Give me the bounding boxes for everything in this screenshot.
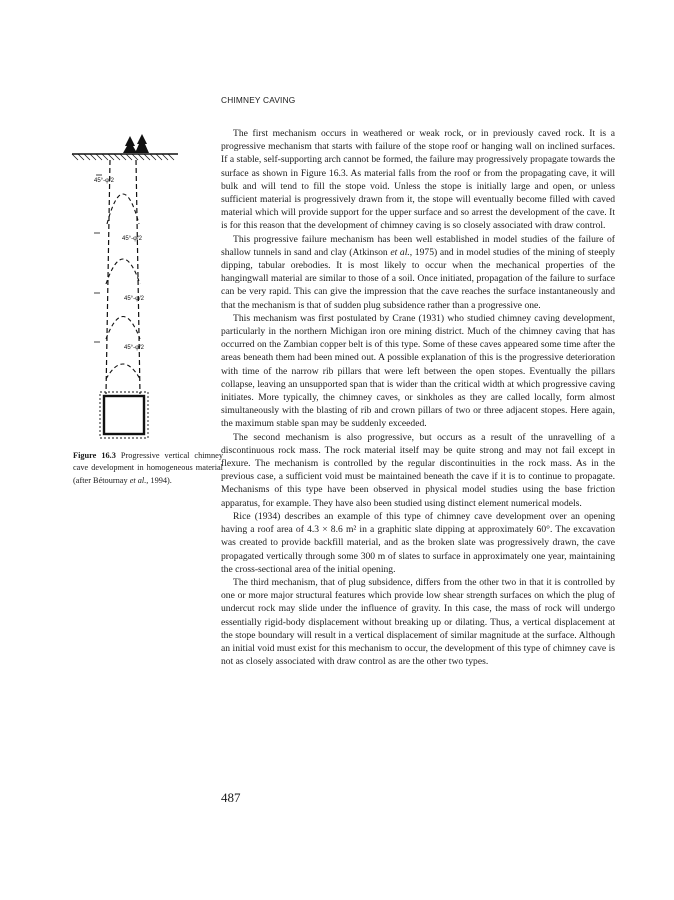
paragraph-italic: et al. bbox=[390, 246, 410, 258]
angle-ticks bbox=[94, 175, 102, 342]
tree-icon bbox=[123, 134, 149, 153]
paragraph: Rice (1934) describes an example of this type of chimney cave development over an opening having a roof area of 4.3 × 8.6 m² in a graphitic slate dipping at approximately 60°. The excavation was created to provide backfill material, and as the broken slate was progressively drawn, the cave propagated vertically through some 300 m of slates to surface in approximately one year, maintaining the cross-sectional area of the initial opening. bbox=[221, 510, 615, 575]
angle-label: 45°-φ/2 bbox=[122, 236, 142, 242]
stope-void bbox=[104, 396, 144, 434]
caption-italic: et al. bbox=[129, 475, 147, 485]
ground-hatching bbox=[72, 154, 174, 160]
caption-tail: , 1994). bbox=[146, 475, 172, 485]
chimney-cave-diagram bbox=[68, 124, 183, 450]
caption-label: Figure 16.3 bbox=[73, 451, 116, 460]
paragraph: The third mechanism, that of plug subsidence, differs from the other two in that it is controlled by one or more major structural features which provide low shear strength surfaces on which the plug of undercut rock may slide under the influence of gravity. In this case, the mass of rock will undergo essentially rigid-body displacement without breaking up or dilating. Thus, a vertical displacement at the stope boundary will result in a vertical displacement of similar magnitude at the surface. Although an initial void must exist for this mechanism to occur, the development of this type of chimney cave is not as closely associated with draw control as are the other two types. bbox=[221, 576, 615, 668]
figure-caption bbox=[73, 450, 223, 487]
angle-label: 45°-φ/2 bbox=[124, 296, 144, 302]
paragraph: This mechanism was first postulated by Crane (1931) who studied chimney caving development, particularly in the northern Michigan iron ore mining district. Much of the chimney caving that has occurred on the Zambian copper belt is of this type. Some of these caves appeared some time after the areas beneath them had been mined out. A possible explanation of this is the progressive deterioration with time of the narrow rib pillars that were left between the open stopes. Eventually the pillars collapse, leaving an unsupported span that is wider than the critical width at which progressive caving initiates. More typically, the chimney caves, or sinkholes as they are called locally, form almost simultaneously with the blasting of rib and crown pillars of two or three adjacent stopes. Here again, the maximum stable span may be suddenly exceeded. bbox=[221, 312, 615, 430]
caption-text: Progressive vertical chimney cave development in homogeneous material (after Bétournay bbox=[73, 451, 223, 485]
paragraph: The second mechanism is also progressive, but occurs as a result of the unravelling of a discontinuous rock mass. The rock material itself may be quite strong and may not fail except in flexure. The mechanism is controlled by the regular discontinuities in the rock mass. As in the previous case, a sufficient void must be maintained beneath the cave if it is to continue to propagate. Mechanisms of this type have been observed in physical model studies using the base friction apparatus, for example. They have also been studied using distinct element numerical models. bbox=[221, 431, 615, 509]
body-text bbox=[221, 127, 615, 668]
running-header: CHIMNEY CAVING bbox=[221, 95, 296, 105]
paragraph-text: This progressive failure mechanism has been well established in model studies of the failure of shallow tunnels in sand and clay (Atkinson bbox=[221, 233, 615, 258]
failure-arches bbox=[106, 194, 140, 379]
angle-label: 45°-φ/2 bbox=[94, 178, 114, 184]
page-number: 487 bbox=[221, 790, 241, 805]
figure-16-3 bbox=[68, 124, 183, 450]
paragraph bbox=[221, 233, 615, 312]
paragraph: The first mechanism occurs in weathered or weak rock, or in previously caved rock. It is a progressive mechanism that starts with failure of the stope roof or hanging wall on inclined surfaces. If a stable, self-supporting arch cannot be formed, the failure may progressively propagate towards the surface as shown in Figure 16.3. As material falls from the roof or from the propagating cave, it will bulk and will tend to fill the stope void. Unless the stope is initially large and open, or unless sufficient material is progressively drawn from it, the stope will eventually become filled with caved material which will provide support for the upper surface and so arrest the development of the cave. It is for this reason that the development of chimney caving is so closely associated with draw control. bbox=[221, 128, 615, 232]
angle-label: 45°-φ/2 bbox=[124, 345, 144, 351]
paragraph-text: , 1975) and in model studies of the mining of steeply dipping, tabular orebodies. It is most likely to occur when the mechanical properties of the hangingwall material are similar to those of a soil. Once initiated, propagation of the failure to surface can be very rapid. This can give the impression that the cave reaches the surface instantaneously and that the mechanism is that of sudden plug subsidence rather than a progressive one. bbox=[221, 246, 615, 311]
chimney-walls bbox=[106, 160, 140, 394]
